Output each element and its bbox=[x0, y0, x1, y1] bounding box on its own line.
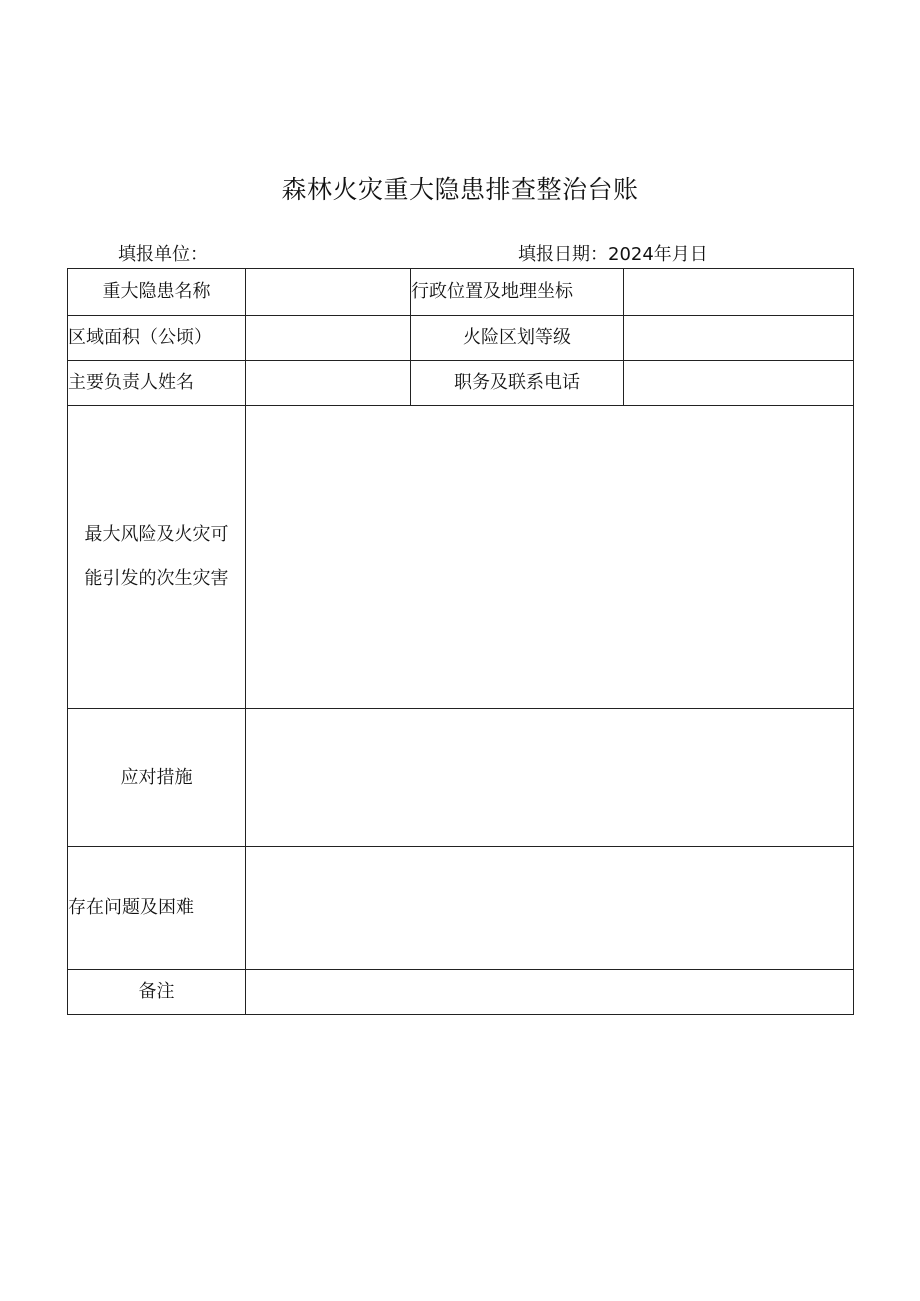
reporting-unit-label: 填报单位： bbox=[118, 244, 208, 265]
table-row bbox=[68, 269, 854, 316]
table-row bbox=[68, 406, 854, 709]
table-row bbox=[68, 316, 854, 361]
responsible-person-cell[interactable] bbox=[246, 361, 411, 406]
max-risk-label-line1: 最大风险及火灾可 bbox=[84, 524, 229, 545]
position-phone-label: 职务及联系电话 bbox=[411, 361, 624, 406]
table-row bbox=[68, 847, 854, 970]
max-risk-label-line2: 能引发的次生灾害 bbox=[84, 568, 229, 589]
hazard-name-cell[interactable] bbox=[246, 269, 411, 316]
remarks-label: 备注 bbox=[68, 970, 246, 1015]
position-phone-cell[interactable] bbox=[624, 361, 854, 406]
problems-label: 存在问题及困难 bbox=[68, 847, 246, 970]
max-risk-cell[interactable] bbox=[246, 406, 854, 709]
problems-cell[interactable] bbox=[246, 847, 854, 970]
table-row bbox=[68, 709, 854, 847]
responsible-person-label: 主要负责人姓名 bbox=[68, 361, 246, 406]
response-measures-cell[interactable] bbox=[246, 709, 854, 847]
response-measures-label: 应对措施 bbox=[68, 709, 246, 847]
max-risk-label bbox=[68, 406, 246, 709]
location-coordinates-cell[interactable] bbox=[624, 269, 854, 316]
document-title: 森林火灾重大隐患排查整治台账 bbox=[281, 175, 639, 204]
table-row bbox=[68, 361, 854, 406]
area-cell[interactable] bbox=[246, 316, 411, 361]
hazard-name-label: 重大隐患名称 bbox=[68, 269, 246, 316]
area-label: 区域面积（公顷） bbox=[68, 316, 246, 361]
remarks-cell[interactable] bbox=[246, 970, 854, 1015]
reporting-date-label: 填报日期：2024年月日 bbox=[518, 244, 708, 265]
hazard-ledger-table bbox=[67, 268, 854, 1015]
fire-risk-level-label: 火险区划等级 bbox=[411, 316, 624, 361]
location-coordinates-label: 行政位置及地理坐标 bbox=[411, 269, 624, 316]
table-row bbox=[68, 970, 854, 1015]
fire-risk-level-cell[interactable] bbox=[624, 316, 854, 361]
